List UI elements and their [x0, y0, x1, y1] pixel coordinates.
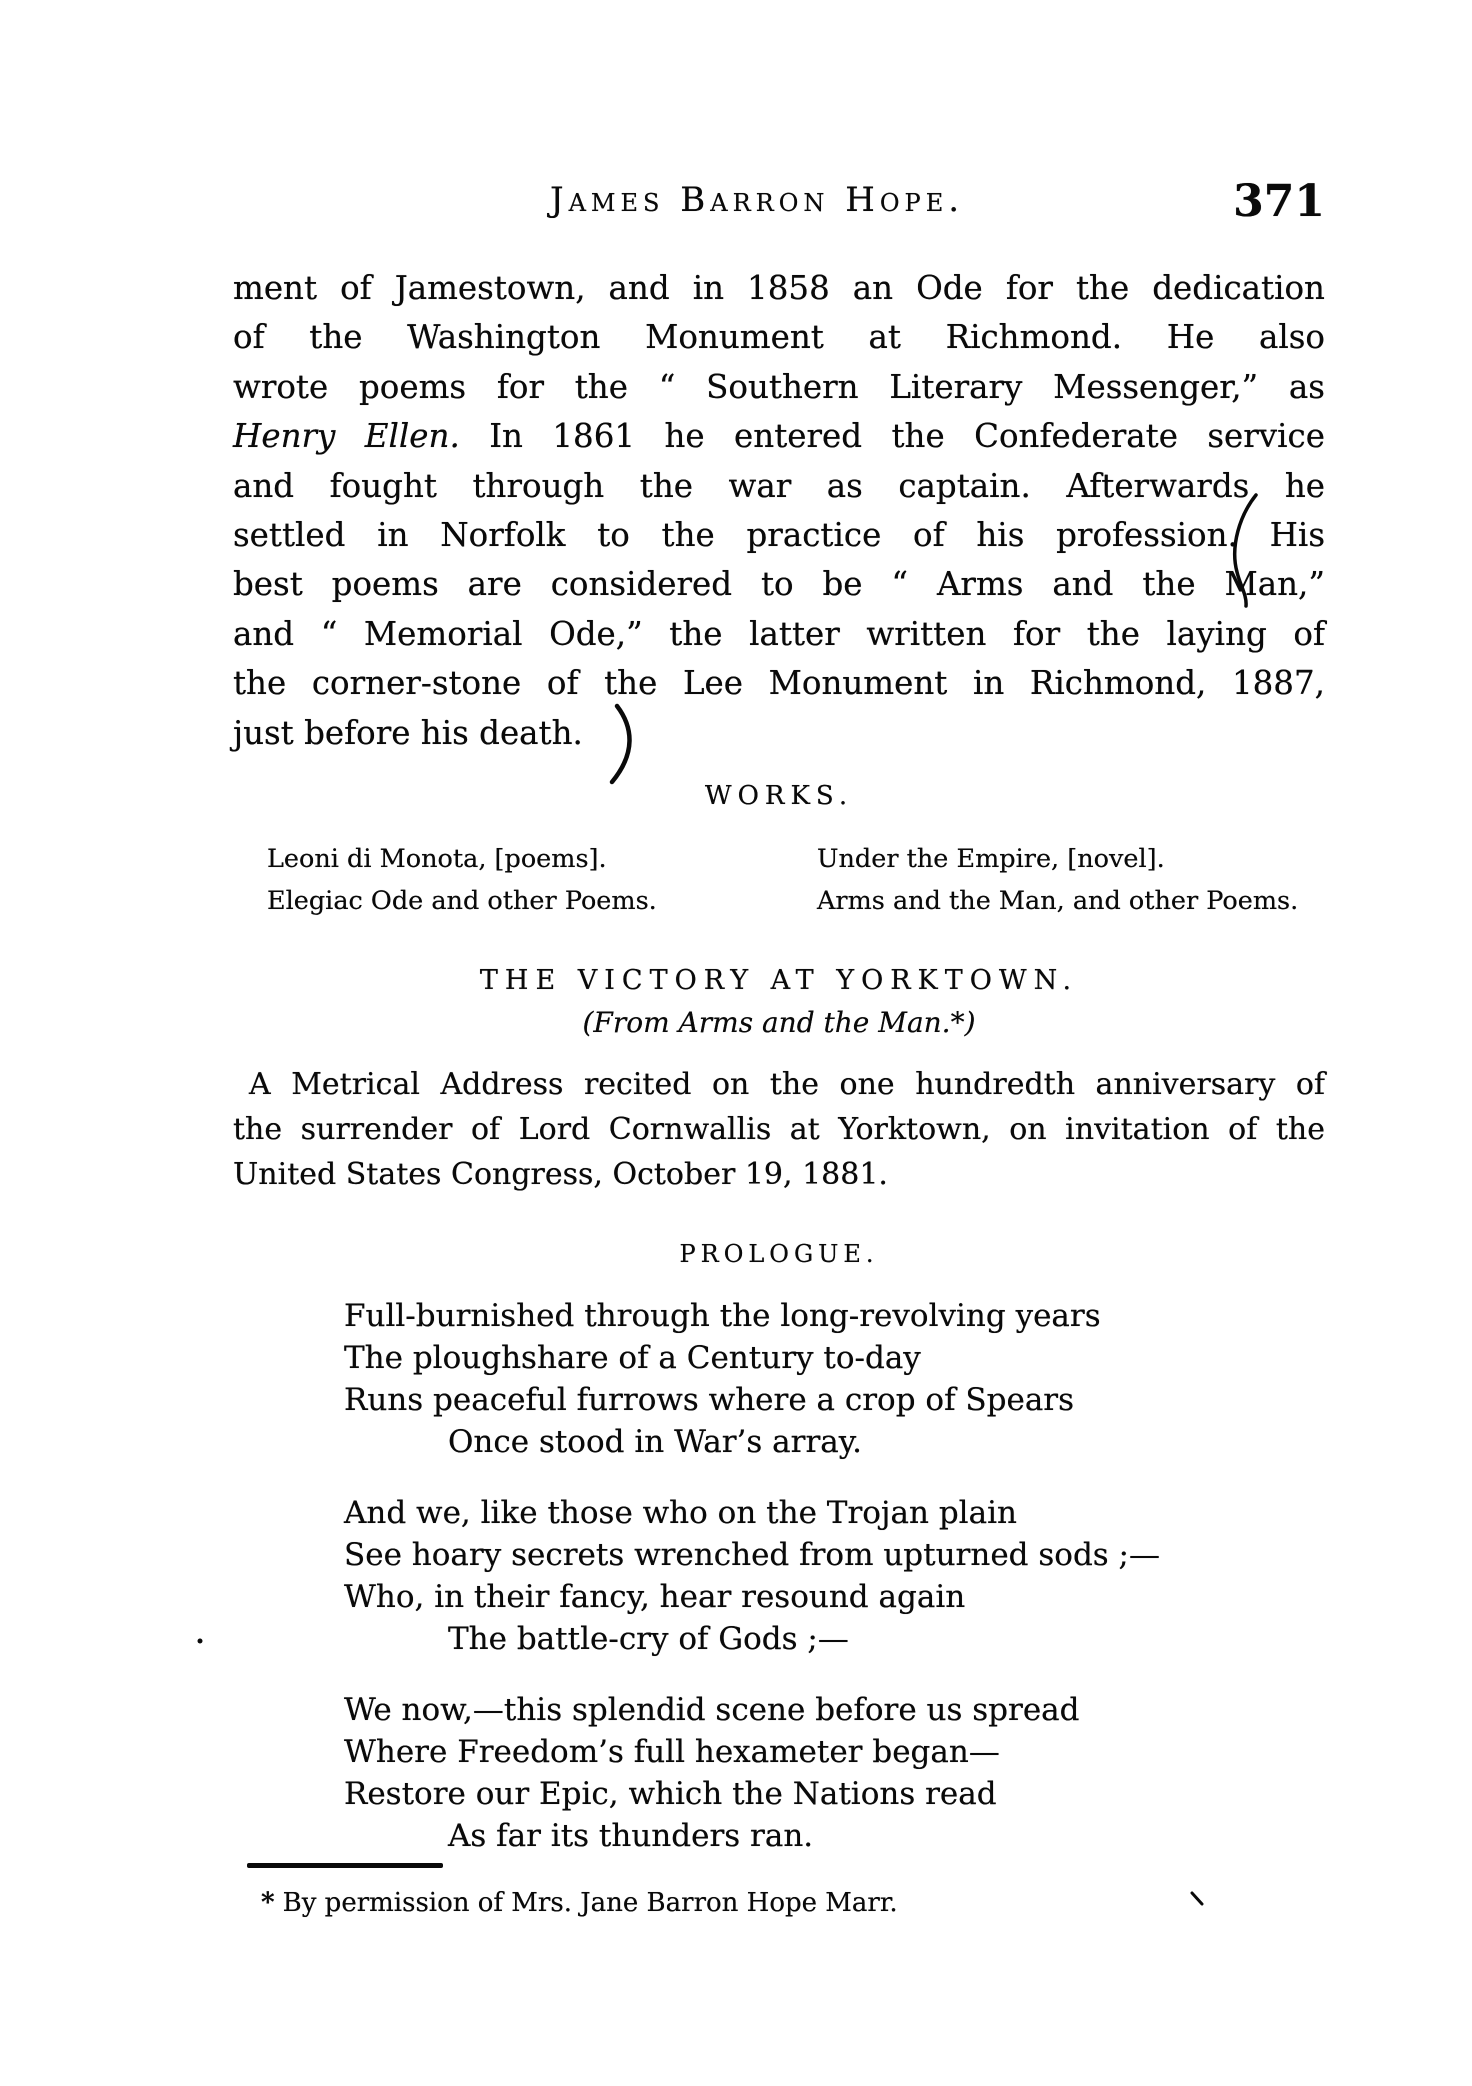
prologue-heading: PROLOGUE. — [679, 1240, 879, 1268]
verse-line: See hoary secrets wrenched from upturned sods ;— — [344, 1537, 1161, 1573]
paragraph-line: best poems are considered to be “ Arms and the Man,” — [233, 565, 1325, 604]
work-item: Under the Empire, [novel]. — [817, 844, 1165, 874]
running-head-title: James Barron Hope. — [549, 180, 965, 220]
page-number: 371 — [1233, 176, 1325, 227]
verse-line: The ploughshare of a Century to-day — [344, 1340, 921, 1376]
paragraph-line: and “ Memorial Ode,” the latter written for the laying of — [233, 614, 1325, 653]
running-head — [233, 176, 1325, 227]
paragraph-line: settled in Norfolk to the practice of his profession. His — [233, 516, 1325, 555]
italic-work-title: Henry Ellen. — [233, 417, 460, 456]
verse-line: Restore our Epic, which the Nations read — [344, 1776, 997, 1812]
verse-line: Runs peaceful furrows where a crop of Spears — [344, 1382, 1075, 1418]
paragraph-line: of the Washington Monument at Richmond. He also — [233, 318, 1325, 357]
poem-source-note: (From Arms and the Man.*) — [582, 1006, 976, 1039]
stanza — [344, 1689, 1344, 1857]
paragraph-line — [233, 412, 1325, 461]
verse-line: The battle-cry of Gods ;— — [448, 1621, 849, 1657]
verse-line: Who, in their fancy, hear resound again — [344, 1579, 966, 1615]
headnote-line: United States Congress, October 19, 1881. — [233, 1157, 888, 1192]
works-column-left — [267, 838, 657, 922]
verse-line: Where Freedom’s full hexameter began— — [344, 1734, 1000, 1770]
ink-speck — [198, 1639, 203, 1644]
work-item: Leoni di Monota, [poems]. — [267, 844, 607, 874]
paragraph-line: and fought through the war as captain. Afterwards he — [233, 466, 1325, 505]
footnote-rule — [247, 1863, 443, 1868]
footnote — [261, 1888, 898, 1918]
paragraph-line: wrote poems for the “ Southern Literary Messenger,” as — [233, 367, 1325, 406]
verse-line: And we, like those who on the Trojan plain — [344, 1495, 1017, 1531]
works-column-right — [817, 838, 1298, 922]
work-item: Arms and the Man, and other Poems. — [817, 886, 1299, 916]
works-heading: WORKS. — [704, 781, 854, 811]
biography-paragraph — [233, 264, 1325, 758]
verse-line: As far its thunders ran. — [448, 1818, 814, 1854]
verse-line: We now,—this splendid scene before us spread — [344, 1692, 1080, 1728]
headnote-line: A Metrical Address recited on the one hundredth anniversary of — [249, 1067, 1325, 1102]
stanza — [344, 1492, 1344, 1660]
poem-title: THE VICTORY AT YORKTOWN. — [479, 965, 1079, 996]
stanza — [344, 1295, 1344, 1463]
paragraph-line: ment of Jamestown, and in 1858 an Ode for the dedication — [233, 269, 1325, 307]
footnote-asterisk: * — [261, 1888, 275, 1918]
paragraph-line-rest: In 1861 he entered the Confederate service — [459, 417, 1325, 456]
work-item: Elegiac Ode and other Poems. — [267, 886, 657, 916]
paragraph-last-line: just before his death. — [233, 713, 583, 752]
paragraph-line: the corner-stone of the Lee Monument in Richmond, 1887, — [233, 664, 1325, 703]
footnote-text: By permission of Mrs. Jane Barron Hope Marr. — [282, 1888, 898, 1918]
poem-headnote — [233, 1062, 1325, 1197]
ink-tick-mark — [1192, 1893, 1202, 1904]
headnote-line: the surrender of Lord Cornwallis at Yorktown, on invitation of the — [233, 1112, 1325, 1147]
verse-line: Full-burnished through the long-revolving years — [344, 1298, 1101, 1334]
verse-line: Once stood in War’s array. — [448, 1424, 863, 1460]
